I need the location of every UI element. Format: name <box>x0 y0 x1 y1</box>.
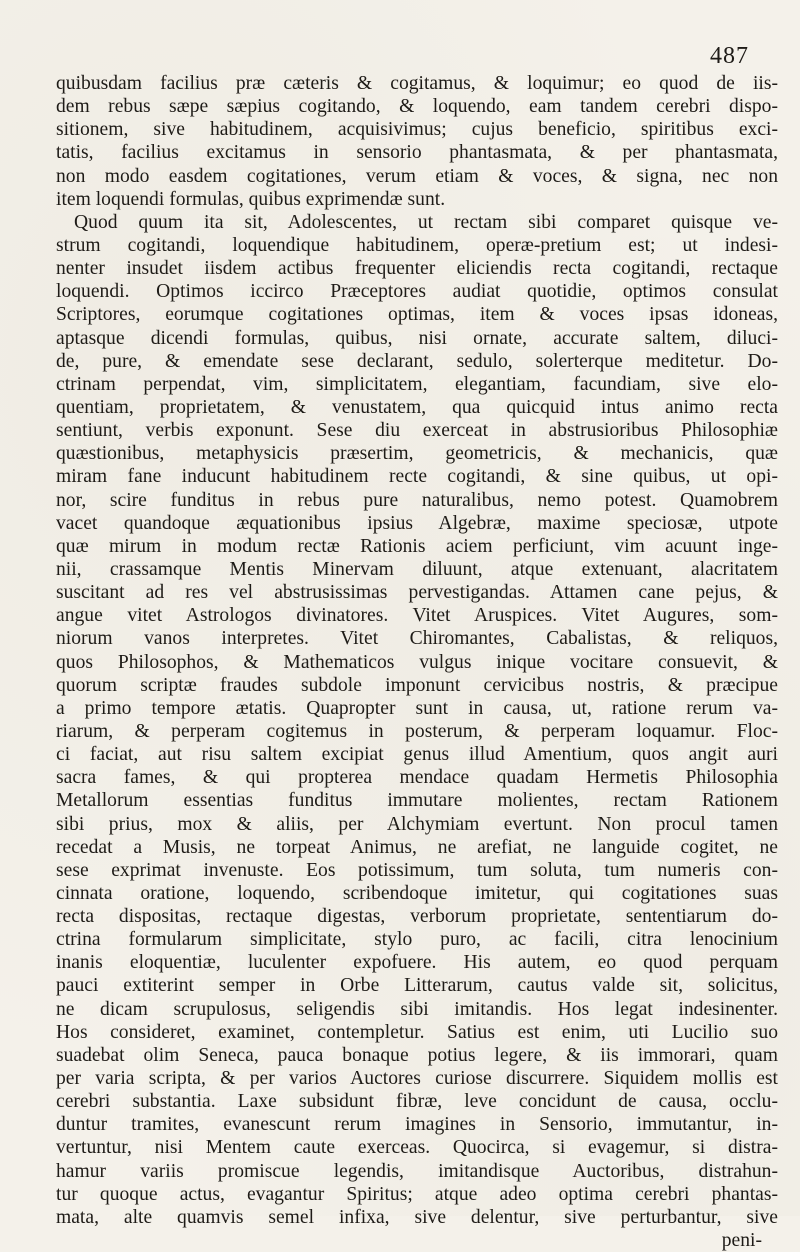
text-line: Metallorum essentias funditus immutare molientes, rectam Rationem <box>56 790 778 812</box>
text-line: quæstionibus, metaphysicis præsertim, geometricis, & mechanicis, quæ <box>56 443 778 465</box>
text-line: a primo tempore ætatis. Quapropter sunt in causa, ut, ratione rerum va- <box>56 697 778 719</box>
text-line: ne dicam scrupulosus, seligendis sibi imitandis. Hos legat indesinenter. <box>56 998 778 1020</box>
text-line: recedat a Musis, ne torpeat Animus, ne arefiat, ne languide cogitet, ne <box>56 836 778 858</box>
text-line: sese exprimat invenuste. Eos potissimum, tum soluta, tum numeris con- <box>56 859 778 881</box>
text-line: pauci extiterint semper in Orbe Litterarum, cautus valde sit, solicitus, <box>56 975 778 997</box>
text-line: ctrina formularum simplicitate, stylo puro, ac facili, citra lenocinium <box>56 929 778 951</box>
text-line: ci faciat, aut risu saltem excipiat genus illud Amentium, quos angit auri <box>56 744 778 766</box>
text-line: quæ mirum in modum rectæ Rationis aciem perficiunt, vim acuunt inge- <box>56 535 778 557</box>
text-line: ctrinam perpendat, vim, simplicitatem, elegantiam, facundiam, sive elo- <box>56 373 778 395</box>
text-line: suscitant ad res vel abstrusissimas pervestigandas. Attamen cane pejus, & <box>56 582 778 604</box>
text-line: mata, alte quamvis semel infixa, sive delentur, sive perturbantur, sive <box>56 1206 778 1228</box>
text-line: de, pure, & emendate sese declarant, sedulo, solerterque meditetur. Do- <box>56 350 778 372</box>
text-line: vacet quandoque æquationibus ipsius Algebræ, maxime speciosæ, utpote <box>56 512 778 534</box>
text-line: tatis, facilius excitamus in sensorio phantasmata, & per phantasmata, <box>56 142 778 164</box>
text-line: nenter insudet iisdem actibus frequenter eliciendis recta cogitandi, rectaque <box>56 258 778 280</box>
text-line: suadebat olim Seneca, pauca bonaque potius legere, & iis immorari, quam <box>56 1044 778 1066</box>
text-line: nii, crassamque Mentis Minervam diluunt, atque extenuant, alacritatem <box>56 558 778 580</box>
catchword: peni- <box>721 1230 762 1252</box>
text-line: cerebri substantia. Laxe subsidunt fibræ, leve concidunt de causa, occlu- <box>56 1091 778 1113</box>
text-line: niorum vanos interpretes. Vitet Chiromantes, Cabalistas, & reliquos, <box>56 628 778 650</box>
text-line: duntur tramites, evanescunt rerum imagines in Sensorio, immutantur, in- <box>56 1114 778 1136</box>
text-line: miram fane inducunt habitudinem recte cogitandi, & sine quibus, ut opi- <box>56 466 778 488</box>
text-line: Hos consideret, examinet, contempletur. Satius est enim, uti Lucilio suo <box>56 1021 778 1043</box>
text-line: loquendi. Optimos iccirco Præceptores audiat quotidie, optimos consulat <box>56 281 778 303</box>
text-line: recta dispositas, rectaque digestas, verborum proprietate, sententiarum do- <box>56 906 778 928</box>
body-text <box>56 72 778 1252</box>
text-line: nor, scire funditus in rebus pure naturalibus, nemo potest. Quamobrem <box>56 489 778 511</box>
text-line: quos Philosophos, & Mathematicos vulgus inique vocitare consuevit, & <box>56 651 778 673</box>
text-line: quibusdam facilius præ cæteris & cogitamus, & loquimur; eo quod de iis- <box>56 73 778 94</box>
text-line: hamur variis promiscue legendis, imitandisque Auctoribus, distrahun- <box>56 1160 778 1182</box>
text-line: non modo easdem cogitationes, verum etiam & voces, & signa, nec non <box>56 165 778 187</box>
text-line: Scriptores, eorumque cogitationes optimas, item & voces ipsas idoneas, <box>56 304 778 326</box>
text-line: cinnata oratione, loquendo, scribendoque imitetur, qui cogitationes suas <box>56 882 778 904</box>
text-line: tur quoque actus, evagantur Spiritus; atque adeo optima cerebri phantas- <box>56 1183 778 1205</box>
text-line: dem rebus sæpe sæpius cogitando, & loquendo, eam tandem cerebri dispo- <box>56 96 778 118</box>
text-line: sitionem, sive habitudinem, acquisivimus; cujus beneficio, spiritibus exci- <box>56 119 778 141</box>
text-line: aptasque dicendi formulas, quibus, nisi ornate, accurate saltem, diluci- <box>56 327 778 349</box>
text-line: item loquendi formulas, quibus exprimendæ sunt. <box>56 188 446 210</box>
text-line: sentiunt, verbis exponunt. Sese diu exerceat in abstrusioribus Philosophiæ <box>56 420 778 442</box>
text-line: riarum, & perperam cogitemus in posterum, & perperam loquamur. Floc- <box>56 720 778 742</box>
paragraph-start-line: Quod quum ita sit, Adolescentes, ut rectam sibi comparet quisque ve- <box>74 211 778 233</box>
text-line: quorum scriptæ fraudes subdole imponunt cervicibus nostris, & præcipue <box>56 674 778 696</box>
text-line: quentiam, proprietatem, & venustatem, qua quicquid intus animo recta <box>56 396 778 418</box>
text-line: per varia scripta, & per varios Auctores curiose discurrere. Siquidem mollis est <box>56 1068 778 1090</box>
text-line: vertuntur, nisi Mentem caute exerceas. Quocirca, si evagemur, si distra- <box>56 1137 778 1159</box>
text-line: sacra fames, & qui propterea mendace quadam Hermetis Philosophia <box>56 767 778 789</box>
page-number: 487 <box>710 43 749 69</box>
text-line: angue vitet Astrologos divinatores. Vitet Aruspices. Vitet Augures, som- <box>56 605 778 627</box>
text-line: strum cogitandi, loquendique habitudinem, operæ-pretium est; ut indesi- <box>56 234 778 256</box>
text-line: sibi prius, mox & aliis, per Alchymiam evertunt. Non procul tamen <box>56 813 778 835</box>
text-line: inanis eloquentiæ, luculenter expofuere. His autem, eo quod perquam <box>56 952 778 974</box>
